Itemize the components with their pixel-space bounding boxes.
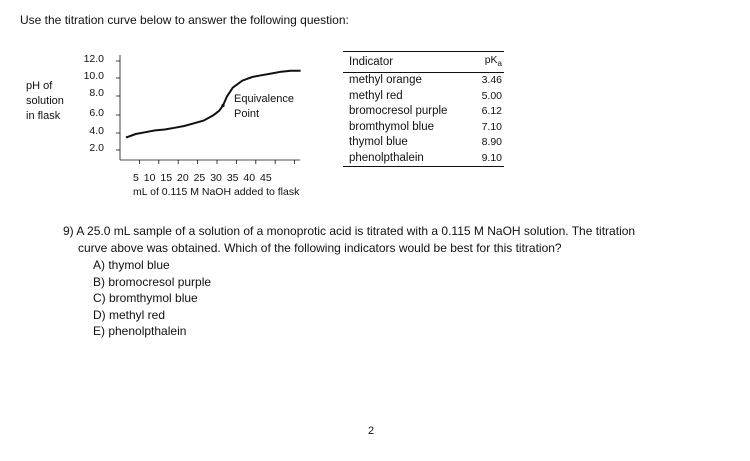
indicator-name: bromthymol blue [349,120,435,133]
question-line [63,223,703,240]
pka-header-main: pK [484,54,498,66]
equivalence-label-line: Point [234,108,260,120]
indicator-table-header [343,52,504,73]
page-number: 2 [368,425,375,437]
equivalence-point-label [234,92,294,122]
answer-option[interactable]: C) bromthymol blue [93,291,198,306]
indicator-row [343,73,504,89]
x-tick-label: 5 [133,172,139,184]
indicator-row [343,151,504,167]
y-axis-label-line: pH of [26,80,53,92]
y-tick-label: 10.0 [83,70,104,82]
x-tick-label: 10 [143,172,156,184]
x-tick-label: 30 [210,172,222,184]
answer-options [93,257,211,340]
answer-option[interactable]: B) bromocresol purple [93,274,212,289]
question-text-line2: curve above was obtained. Which of the following indicators would be best for this titration? [78,241,562,255]
indicator-row [343,104,504,120]
indicator-table [343,51,504,167]
question-block [63,223,703,257]
x-tick-label: 25 [193,172,206,184]
question-text-line1: A 25.0 mL sample of a solution of a monoprotic acid is titrated with a 0.115 M NaOH solution. The titration [76,224,636,238]
indicator-name: phenolpthalein [343,151,470,167]
indicator-name: methyl red [349,89,403,102]
x-tick-label: 40 [243,172,256,184]
indicator-pka: 5.00 [481,89,502,102]
equivalence-point-marker [221,104,224,107]
x-tick-label: 15 [160,172,173,184]
indicator-pka: 9.10 [470,151,504,167]
y-axis-label-line: solution [26,95,64,107]
x-tick-labels [133,172,272,184]
x-tick-label: 35 [226,172,239,184]
indicator-pka: 8.90 [481,136,502,149]
indicator-pka: 3.46 [481,74,502,87]
indicator-row [343,120,504,136]
indicator-row [343,89,504,105]
question-number: 9) [63,224,74,238]
indicator-row [343,135,504,151]
equivalence-label-line: Equivalence [234,93,294,105]
pka-header-sub: a [497,59,502,69]
indicator-name: thymol blue [349,136,408,149]
y-tick-label: 12.0 [83,53,104,65]
y-tick-label: 6.0 [89,107,104,119]
y-axis-label-line: in flask [26,110,61,122]
answer-option[interactable]: E) phenolpthalein [93,324,187,339]
pka-header [470,52,504,73]
y-tick-label: 4.0 [89,125,104,137]
answer-option[interactable]: D) methyl red [93,307,166,322]
y-tick-label: 8.0 [89,87,104,99]
intro-text: Use the titration curve below to answer the following question: [20,13,349,27]
indicator-pka: 7.10 [481,120,502,133]
indicator-name: methyl orange [349,74,422,87]
x-tick-label: 45 [260,172,272,184]
indicator-name: bromocresol purple [349,105,448,118]
answer-option[interactable]: A) thymol blue [93,258,170,272]
indicator-pka: 6.12 [481,105,502,118]
x-tick-label: 20 [176,172,189,184]
indicator-header: Indicator [343,52,470,73]
y-tick-label: 2.0 [89,142,104,154]
x-axis-label: mL of 0.115 M NaOH added to flask [133,186,300,198]
